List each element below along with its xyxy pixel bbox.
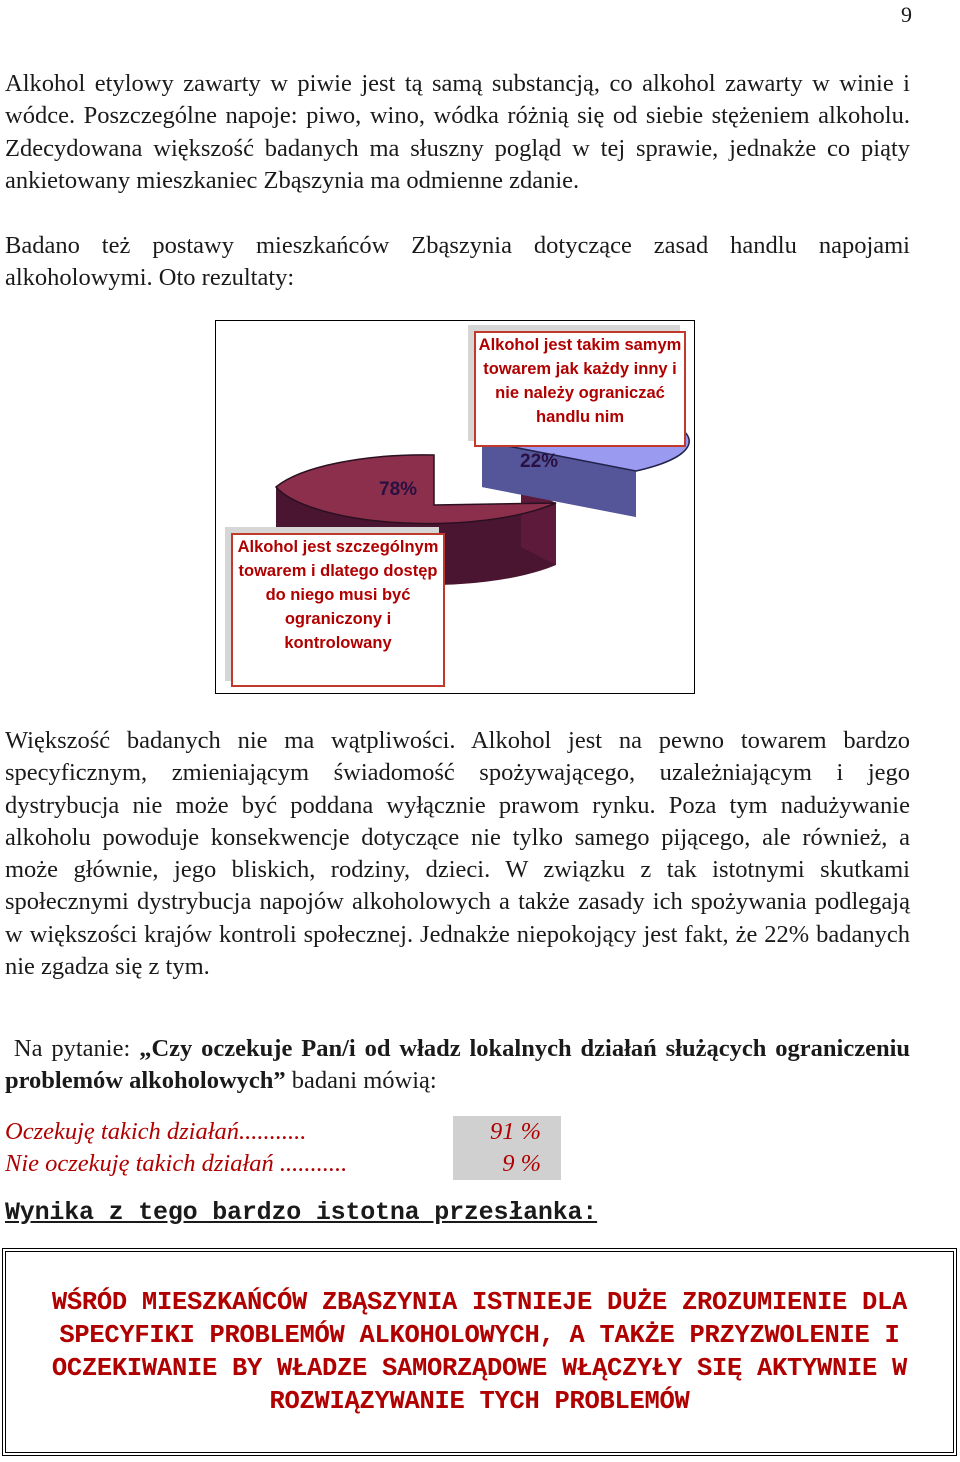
conclusion-box [2,1248,957,1456]
answer-label-no: Nie oczekuję takich działań ........... [5,1150,348,1177]
paragraph-intro: Alkohol etylowy zawarty w piwie jest tą samą substancją, co alkohol zawarty w winie i wódce. Poszczególne napoje: piwo, wino, wódka różnią się od siebie stężeniem alkoholu. Zdecydowana większość badanych ma słuszny pogląd w tej sprawie, jednakże co piąty ankietowany mieszkaniec Zbąszynia ma odmienne zdanie. [5,70,910,194]
pie-chart [215,320,695,694]
label-22-callout: Alkohol jest takim samym towarem jak każdy inny i nie należy ograniczać handlu nim [474,331,686,447]
value-label-78: 78% [379,479,418,500]
conclusion-text: WŚRÓD MIESZKAŃCÓW ZBĄSZYNIA ISTNIEJE DUŻE ZROZUMIENIE DLA SPECYFIKI PROBLEMÓW ALKOHOLOWYCH, A TAKŻE PRZYZWOLENIE I OCZEKIWANIE BY WŁADZE SAMORZĄDOWE WŁĄCZYŁY SIĘ AKTYWNIE W ROZWIĄZYWANIE TYCH PROBLEMÓW [51,1288,908,1416]
paragraph-analysis: Większość badanych nie ma wątpliwości. Alkohol jest na pewno towarem bardzo specyficznym, zmieniającym świadomość spożywającego, uzależniającym i jego dystrybucja nie może być poddana wyłącznie prawom rynku. Poza tym nadużywanie alkoholu powoduje konsekwencje dotyczące nie tylko samego pijącego, ale również, a może głównie, jego bliskich, rodziny, dzieci. W związku z tak istotnymi skutkami społecznymi dystrybucja napojów alkoholowych a także zasady ich spożywania podlegają w większości krajów kontroli społecznej. Jednakże niepokojący jest fakt, że 22% badanych nie zgadza się z tym. [5,727,910,981]
question-bold: „Czy oczekuje Pan/i od władz lokalnych działań służących ograniczeniu problemów alkoholowych” [5,1035,910,1095]
question-prefix: Na pytanie: [13,1035,140,1062]
page-number: 9 [901,2,912,27]
paragraph-question [5,1033,910,1098]
answer-value-no: 9 % [453,1148,561,1180]
label-78-callout: Alkohol jest szczególnym towarem i dlatego dostęp do niego musi być ograniczony i kontrolowany [231,533,445,687]
question-suffix: badani mówią: [285,1067,437,1095]
answer-value-yes: 91 % [453,1116,561,1148]
value-label-22: 22% [520,451,559,472]
answer-label-yes: Oczekuję takich działań........... [5,1118,307,1145]
paragraph-survey: Badano też postawy mieszkańców Zbąszynia dotyczące zasad handlu napojami alkoholowymi. Oto rezultaty: [5,232,910,292]
conclusion-heading: Wynika z tego bardzo istotna przesłanka: [5,1198,598,1227]
